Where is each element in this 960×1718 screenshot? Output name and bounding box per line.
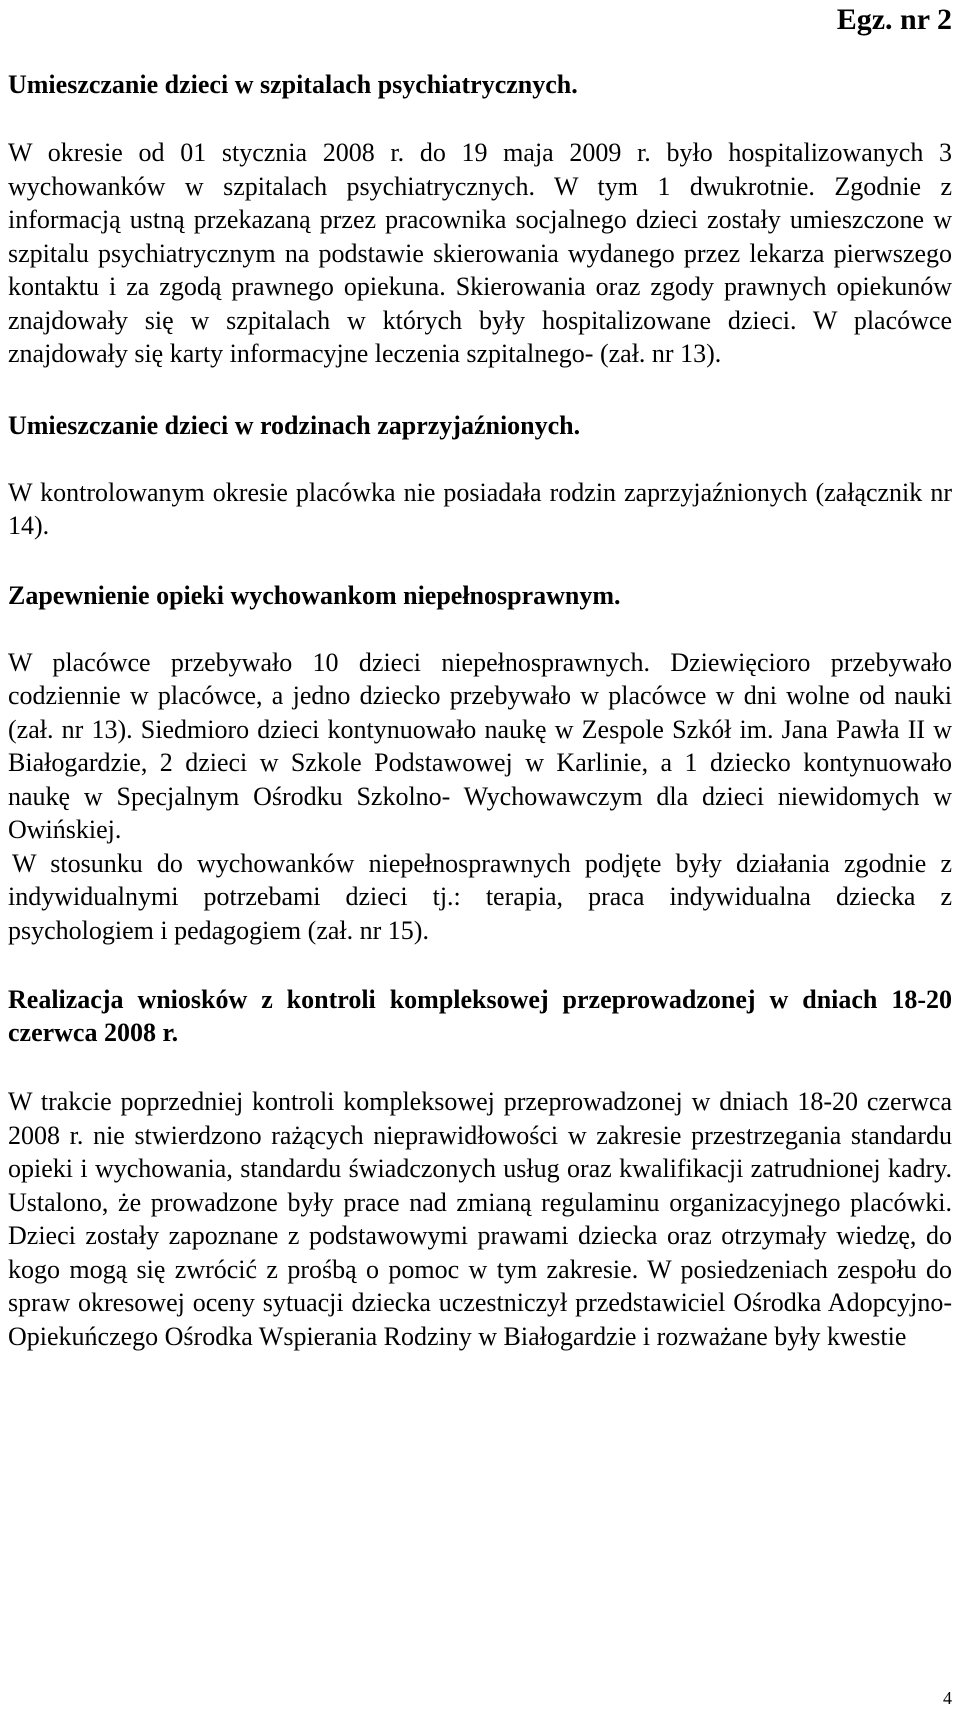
copy-number-label: Egz. nr 2 xyxy=(836,3,952,36)
paragraph-disabled-care-actions: W stosunku do wychowanków niepełnosprawnych podjęte były działania zgodnie z indywidualnymi potrzebami dzieci tj.: terapia, praca indywidualna dziecka z psychologiem i pedagogiem (zał. nr 15). xyxy=(8,848,952,945)
section-heading-friendly-families: Umieszczanie dzieci w rodzinach zaprzyjaźnionych. xyxy=(8,410,581,440)
section-heading-psychiatric-hospitals: Umieszczanie dzieci w szpitalach psychiatrycznych. xyxy=(8,70,578,99)
paragraph-previous-inspection: W trakcie poprzedniej kontroli kompleksowej przeprowadzonej w dniach 18-20 czerwca 2008 r. nie stwierdzono rażących nieprawidłowości w zakresie przestrzegania standardu opieki i wychowania, standardu świadczonych usług oraz kwalifikacji zatrudnionej kadry. Ustalono, że prowadzone były prace nad zmianą regulaminu organizacyjnego placówki. Dzieci zostały zapoznane z podstawowymi prawami dziecka oraz otrzymały wiedzę, do kogo mogą się zwrócić z prośbą o pomoc w tym zakresie. W posiedzeniach zespołu do spraw okresowej oceny sytuacji dziecka uczestniczył przedstawiciel Ośrodka Adopcyjno- Opiekuńczego Ośrodka Wspierania Rodziny w Białogardzie i rozważane były kwestie xyxy=(8,1087,952,1351)
paragraph-disabled-care: W placówce przebywało 10 dzieci niepełnosprawnych. Dziewięcioro przebywało codziennie w placówce, a jedno dziecko przebywało w placówce w dni wolne od nauki (zał. nr 13). Siedmioro dzieci kontynuowało naukę w Zespole Szkół im. Jana Pawła II w Białogardzie, 2 dzieci w Szkole Podstawowej w Karlinie, a 1 dziecko kontynuowało naukę w Specjalnym Ośrodku Szkolno- Wychowawczym dla dzieci niewidomych w Owińskiej. xyxy=(8,647,952,844)
paragraph-friendly-families: W kontrolowanym okresie placówka nie posiadała rodzin zaprzyjaźnionych (załącznik nr 14). xyxy=(8,477,952,540)
page-number: 4 xyxy=(943,1688,952,1708)
section-heading-disabled-care: Zapewnienie opieki wychowankom niepełnosprawnym. xyxy=(8,580,621,610)
section-heading-previous-inspection: Realizacja wniosków z kontroli kompleksowej przeprowadzonej w dniach 18-20 czerwca 2008 r. xyxy=(8,985,952,1047)
paragraph-psychiatric-hospitals: W okresie od 01 stycznia 2008 r. do 19 maja 2009 r. było hospitalizowanych 3 wychowanków w szpitalach psychiatrycznych. W tym 1 dwukrotnie. Zgodnie z informacją ustną przekazaną przez pracownika socjalnego dzieci zostały umieszczone w szpitalu psychiatrycznym na podstawie skierowania wydanego przez lekarza pierwszego kontaktu i za zgodą prawnego opiekuna. Skierowania oraz zgody prawnych opiekunów znajdowały się w szpitalach w których były hospitalizowane dzieci. W placówce znajdowały się karty informacyjne leczenia szpitalnego- (zał. nr 13). xyxy=(8,138,952,368)
document-body xyxy=(8,68,952,1353)
